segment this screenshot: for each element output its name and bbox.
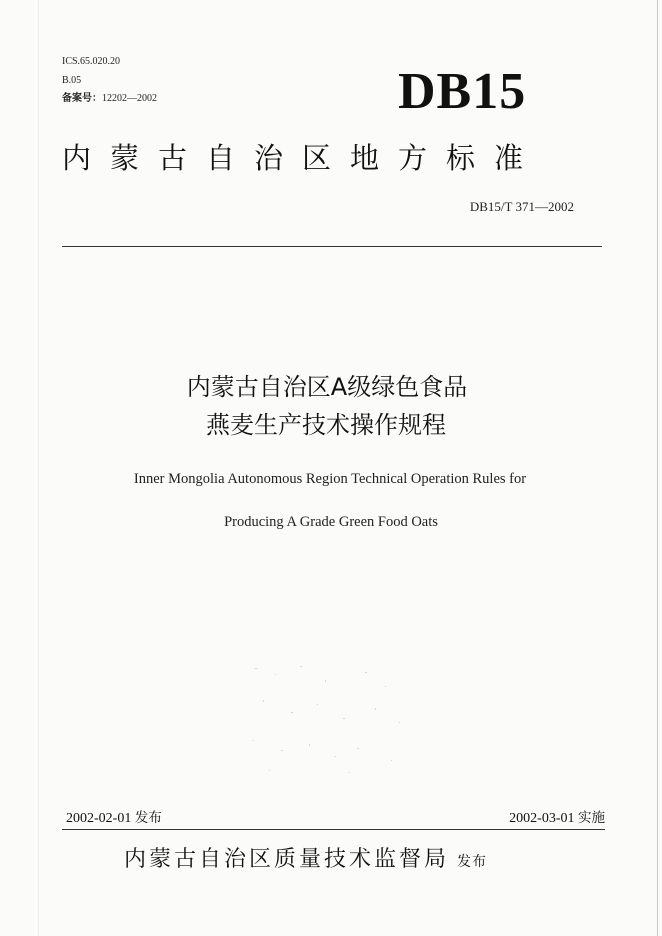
implement-date-line xyxy=(509,809,605,828)
title-zh-line-1: 内蒙古自治区A级绿色食品 xyxy=(186,373,468,401)
standard-number: DB15/T 371—2002 xyxy=(469,199,574,214)
issue-date: 2002-02-01 xyxy=(66,811,132,826)
issuer-suffix: 发布 xyxy=(457,854,488,870)
issue-label: 发布 xyxy=(134,810,162,826)
record-number-label: 备案号： xyxy=(62,93,102,104)
implement-date: 2002-03-01 xyxy=(509,811,575,826)
footer-divider xyxy=(62,829,605,830)
scan-noise xyxy=(245,660,415,780)
standard-code-logo: DB15 xyxy=(398,63,527,120)
record-number-value: 12202—2002 xyxy=(102,93,157,104)
standard-type-heading: 内蒙古自治区地方标准 xyxy=(62,141,543,175)
scan-edge-right xyxy=(657,0,658,936)
title-zh-line-2: 燕麦生产技术操作规程 xyxy=(206,411,446,439)
issuer-name: 内蒙古自治区质量技术监督局 xyxy=(124,847,450,872)
ics-code: ICS.65.020.20 xyxy=(62,56,121,67)
header-divider xyxy=(62,246,602,247)
record-number-line xyxy=(62,93,157,105)
title-en-line-2: Producing A Grade Green Food Oats xyxy=(224,514,438,530)
scan-edge-left xyxy=(38,0,39,936)
implement-label: 实施 xyxy=(578,810,605,826)
issuing-authority xyxy=(124,846,487,876)
title-en-line-1: Inner Mongolia Autonomous Region Technical Operation Rules for xyxy=(133,471,527,487)
classification-code: B.05 xyxy=(62,75,82,86)
issue-date-line xyxy=(66,809,162,828)
